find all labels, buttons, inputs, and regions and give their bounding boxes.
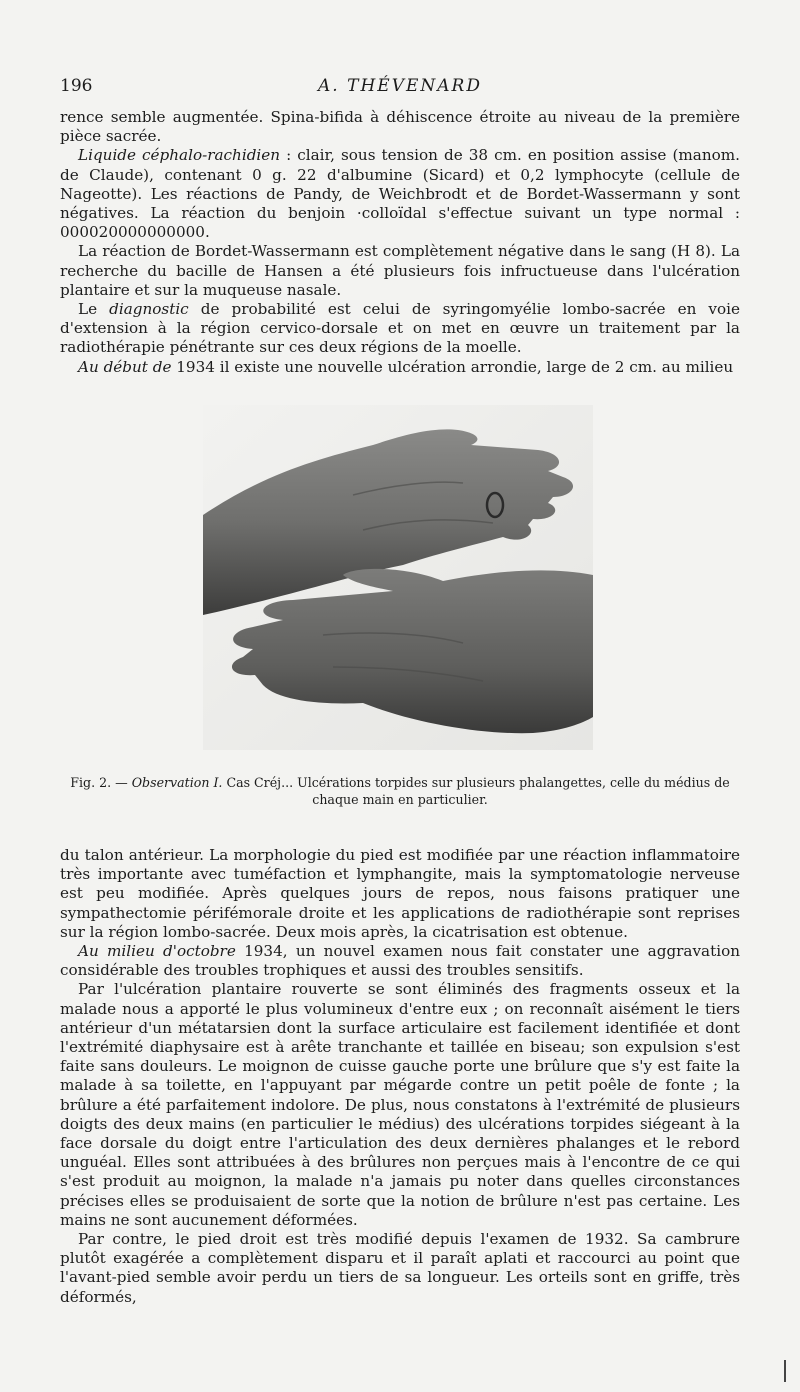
body-text-bottom [60, 846, 740, 1307]
paragraph-lead: Au milieu d'octobre [78, 942, 236, 961]
page-number: 196 [60, 76, 93, 96]
margin-mark [784, 1360, 786, 1382]
caption-dash: — [111, 775, 132, 790]
paragraph-text: Par contre, le pied droit est très modifié depuis l'examen de 1932. Sa cambrure plutôt exagérée a complètement disparu et il paraît aplati et raccourci au point que l'avant-pied semble avoir perdu un tiers de sa longueur. Les orteils sont en griffe, très déformés, [60, 1230, 740, 1306]
hands-photo-illustration [203, 405, 593, 750]
paragraph-text: Par l'ulcération plantaire rouverte se sont éliminés des fragments osseux et la malade nous a apporté le plus volumineux d'entre eux ; on reconnaît aisément le tiers antérieur d'un métatarsien dont la surface articulaire est facilement identifiée et dont l'extrémité diaphysaire est à arête tranchante et taillée en biseau; son expulsion s'est faite sans douleurs. Le moignon de cuisse gauche porte une brûlure que s'y est faite la malade à sa toilette, en l'appuyant par mégarde contre un petit poêle de fonte ; la brûlure a été parfaitement indolore. De plus, nous constatons à l'extrémité de plusieurs doigts des deux mains (en particulier le médius) des ulcérations torpides siégeant à la face dorsale du doigt entre l'articulation des deux dernières phalanges et le rebord unguéal. Elles sont attribuées à des brûlures non perçues mais à l'encontre de ce qui s'est produit au moignon, la malade n'a jamais pu noter dans quelles circonstances précises elles se produisaient de sorte que la notion de brûlure n'est pas certaine. Les mains ne sont aucunement déformées. [60, 980, 740, 1229]
paragraph-text: Le [78, 300, 110, 319]
paragraph [60, 146, 740, 242]
paragraph-text: du talon antérieur. La morphologie du pied est modifiée par une réaction inflammatoire très importante avec tuméfaction et lymphangite, mais la symptomatologie nerveuse est peu modifiée. Après quelques jours de repos, nous faisons pratiquer une sympathectomie périfémorale droite et les applications de radiothérapie sont reprises sur la région lombo-sacrée. Deux mois après, la cicatrisation est obtenue. [60, 846, 740, 941]
running-head: A. THÉVENARD [318, 76, 482, 96]
paragraph-lead: Au début de [78, 357, 172, 376]
paragraph-text: de probabilité est celui de syringomyélie lombo-sacrée en voie d'extension à la région cervico-dorsale et on met en œuvre un traitement par la radiothérapie pénétrante sur ces deux régions de la moelle. [60, 300, 740, 357]
paragraph-lead: Liquide céphalo-rachidien [78, 146, 281, 165]
paragraph-lead: diagnostic [109, 300, 189, 319]
paragraph-text: La réaction de Bordet-Wassermann est complètement négative dans le sang (H 8). La recherche du bacille de Hansen a été plusieurs fois infructueuse dans l'ulcération plantaire et sur la muqueuse nasale. [60, 242, 740, 299]
paragraph [60, 1230, 740, 1307]
paragraph [60, 300, 740, 358]
body-text-top [60, 108, 740, 377]
figure-label: Fig. 2. [70, 775, 112, 790]
paragraph [60, 942, 740, 980]
paragraph [60, 108, 740, 146]
figure-photo-hands [203, 405, 593, 750]
paragraph-text: : clair, sous tension de 38 cm. en position assise (manom. de Claude), contenant 0 g. 22 d'albumine (Sicard) et 0,2 lymphocyte (cellule de Nageotte). Les réactions de Pandy, de Weichbrodt et de Bordet-Wassermann y sont négatives. La réaction du benjoin ·colloïdal s'effectue suivant un type normal : 000020000000000. [60, 146, 740, 242]
figure-caption [60, 774, 740, 808]
paragraph [60, 242, 740, 300]
paragraph [60, 358, 740, 377]
caption-observation: Observation I. [131, 775, 223, 790]
paragraph-text: 1934 il existe une nouvelle ulcération arrondie, large de 2 cm. au milieu [171, 357, 734, 376]
caption-text: Cas Créj... Ulcérations torpides sur plusieurs phalangettes, celle du médius de chaque main en particulier. [222, 775, 730, 807]
paragraph-text: rence semble augmentée. Spina-bifida à déhiscence étroite au niveau de la première pièce sacrée. [60, 108, 740, 146]
paragraph-text: 1934, un nouvel examen nous fait constater une aggravation considérable des troubles trophiques et aussi des troubles sensitifs. [60, 942, 740, 980]
paragraph [60, 846, 740, 942]
page-header [60, 76, 740, 100]
paragraph [60, 980, 740, 1230]
